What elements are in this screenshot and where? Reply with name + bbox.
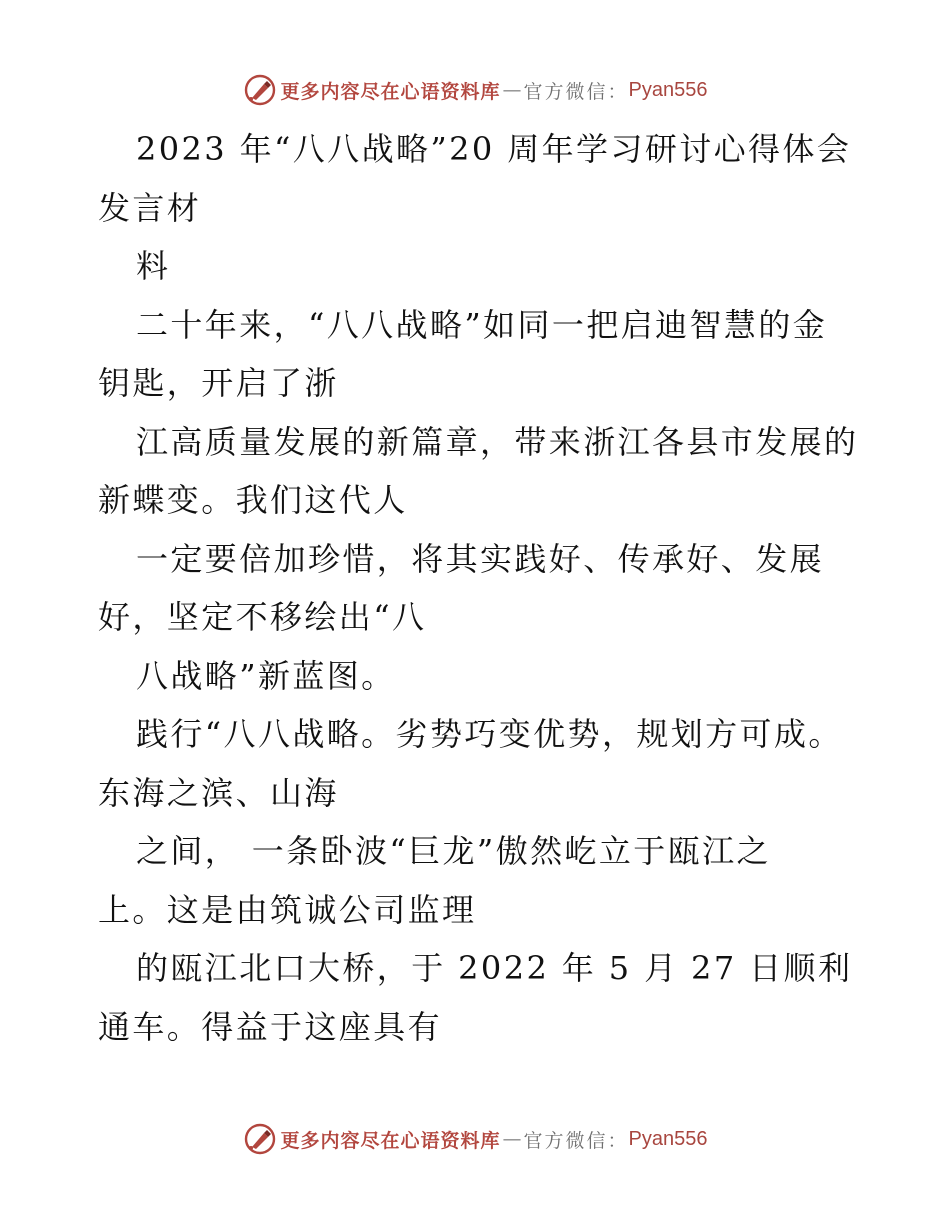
paragraph-line: 江高质量发展的新篇章，带来浙江各县市发展的 [136, 422, 859, 461]
paragraph-line: 上。这是由筑诚公司监理 [98, 890, 477, 929]
paragraph-line: 东海之滨、山海 [98, 773, 339, 812]
header-wechat-label: 官方微信： [523, 80, 629, 103]
paragraph-line: 二十年来，“八八战略”如同一把启迪智慧的金 [136, 305, 828, 344]
paragraph-line: 的瓯江北口大桥，于 2022 年 5 月 27 日顺利 [136, 949, 853, 987]
header-wechat-id: Pyan556 [628, 78, 708, 101]
header-brand-text: 更多内容尽在心语资料库 [280, 80, 501, 103]
pen-logo-icon [243, 1122, 277, 1156]
pen-logo-icon [243, 73, 277, 107]
paragraph-line: 八战略”新蓝图。 [136, 656, 396, 695]
paragraph-line: 通车。得益于这座具有 [98, 1007, 443, 1046]
document-title-line-3: 料 [136, 247, 171, 285]
paragraph-line: 一定要倍加珍惜，将其实践好、传承好、发展 [136, 539, 825, 578]
paragraph-line: 之间， 一条卧波“巨龙”傲然屹立于瓯江之 [136, 832, 771, 870]
footer-separator: — [502, 1128, 522, 1150]
header-separator: — [502, 79, 522, 101]
paragraph-line: 钥匙，开启了浙 [98, 364, 339, 402]
footer-brand-text: 更多内容尽在心语资料库 [280, 1129, 501, 1152]
paragraph-line: 好，坚定不移绘出“八 [98, 598, 427, 636]
paragraph-line: 践行“八八战略。劣势巧变优势，规划方可成。 [136, 715, 843, 753]
document-title-line-1: 2023 年“八八战略”20 周年学习研讨心得体会 [136, 130, 852, 168]
footer-wechat-label: 官方微信： [523, 1129, 629, 1152]
page-header-banner [0, 70, 950, 110]
paragraph-line: 新蝶变。我们这代人 [98, 481, 408, 519]
footer-wechat-id: Pyan556 [628, 1127, 708, 1150]
page-footer-banner [0, 1119, 950, 1159]
document-title-line-2: 发言材 [98, 188, 202, 227]
document-body [98, 120, 858, 1056]
